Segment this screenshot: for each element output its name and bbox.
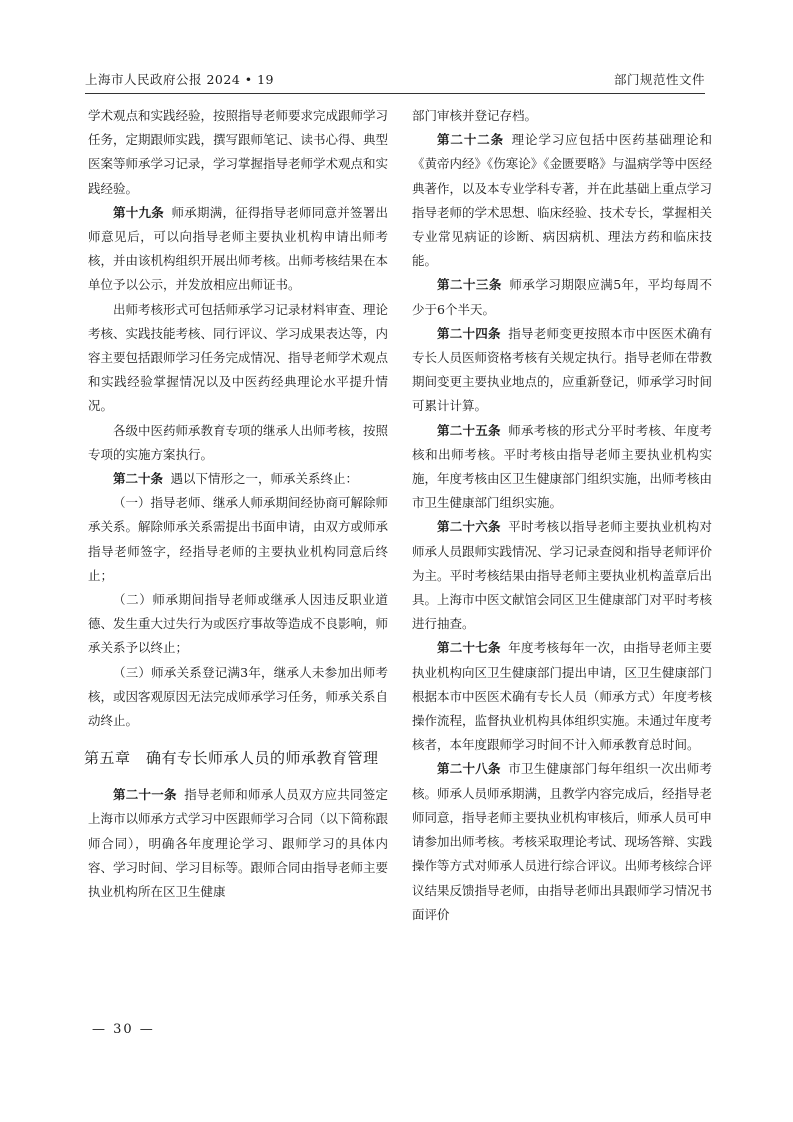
section-title: 部门规范性文件 xyxy=(613,72,705,87)
article-27 xyxy=(412,636,712,757)
article-label: 第二十三条 xyxy=(437,277,502,293)
right-column xyxy=(412,104,712,927)
article-text: 理论学习应包括中医药基础理论和《黄帝内经》《伤寒论》《金匮要略》与温病学等中医经典著作，以及本专业学科专著，并在此基础上重点学习指导老师的学术思想、临床经验、技术专长，掌握相关专业常见病证的诊断、病因病机、理法方药和临床技能。 xyxy=(412,132,713,269)
paragraph: 各级中医药师承教育专项的继承人出师考核，按照专项的实施方案执行。 xyxy=(88,422,389,462)
article-text: 师承考核的形式分平时考核、年度考核和出师考核。平时考核由指导老师主要执业机构实施，年度考核由区卫生健康部门组织实施，出师考核由市卫生健康部门组织实施。 xyxy=(412,422,713,511)
article-21 xyxy=(88,783,388,904)
page-number: — 30 — xyxy=(92,1022,155,1037)
article-label: 第二十五条 xyxy=(437,422,501,438)
article-label: 第二十一条 xyxy=(113,787,177,803)
article-25 xyxy=(412,419,712,516)
article-text: 指导老师变更按照本市中医医术确有专长人员医师资格考核有关规定执行。指导老师在带教期间变更主要执业地点的，应重新登记，师承学习时间可累计计算。 xyxy=(412,325,713,414)
list-item: （三）师承关系登记满3年，继承人未参加出师考核，或因客观原因无法完成师承学习任务，师承关系自动终止。 xyxy=(88,664,389,729)
page-header xyxy=(85,66,705,90)
left-column xyxy=(84,104,389,904)
article-text: 师承期满，征得指导老师同意并签署出师意见后，可以向指导老师主要执业机构申请出师考核，并由该机构组织开展出师考核。出师考核结果在本单位予以公示，并发放相应出师证书。 xyxy=(88,204,389,293)
article-label: 第二十条 xyxy=(113,471,164,487)
article-label: 第二十八条 xyxy=(437,761,501,777)
article-text: 指导老师和师承人员双方应共同签定上海市以师承方式学习中医跟师学习合同（以下简称跟师合同），明确各年度理论学习、跟师学习的具体内容、学习时间、学习目标等。跟师合同由指导老师主要执业机构所在区卫生健康 xyxy=(88,787,389,900)
paragraph: 部门审核并登记存档。 xyxy=(412,108,538,123)
article-19 xyxy=(88,201,388,298)
article-label: 第十九条 xyxy=(113,204,164,220)
list-item: （一）指导老师、继承人师承期间经协商可解除师承关系。解除师承关系需提出书面申请，由双方或师承指导老师签字，经指导老师的主要执业机构同意后终止； xyxy=(88,495,389,583)
article-22 xyxy=(412,128,712,273)
chapter-heading: 第五章 确有专长师承人员的师承教育管理 xyxy=(84,749,379,768)
article-label: 第二十四条 xyxy=(437,325,501,341)
header-divider xyxy=(85,93,705,94)
article-26 xyxy=(412,515,712,636)
list-item: （二）师承期间指导老师或继承人因违反职业道德、发生重大过失行为或医疗事故等造成不良影响，师承关系予以终止； xyxy=(88,592,389,656)
article-text: 平时考核以指导老师主要执业机构对师承人员跟师实践情况、学习记录查阅和指导老师评价为主。平时考核结果由指导老师主要执业机构盖章后出具。上海市中医文献馆会同区卫生健康部门对平时考核进行抽查。 xyxy=(412,519,713,632)
paragraph: 出师考核形式可包括师承学习记录材料审查、理论考核、实践技能考核、同行评议、学习成果表达等，内容主要包括跟师学习任务完成情况、指导老师学术观点和实践经验掌握情况以及中医药经典理论水平提升情况。 xyxy=(88,301,389,414)
article-20 xyxy=(88,467,388,491)
article-text: 市卫生健康部门每年组织一次出师考核。师承人员师承期满，且教学内容完成后，经指导老师同意，指导老师主要执业机构审核后，师承人员可申请参加出师考核。考核采取理论考试、现场答辩、实践操作等方式对师承人员进行综合评议。出师考核综合评议结果反馈指导老师，由指导老师出具跟师学习情况书面评价 xyxy=(412,761,713,922)
article-24 xyxy=(412,322,712,419)
article-label: 第二十七条 xyxy=(437,640,501,656)
article-text: 年度考核每年一次，由指导老师主要执业机构向区卫生健康部门提出申请，区卫生健康部门根据本市中医医术确有专长人员（师承方式）年度考核操作流程，监督执业机构具体组织实施。未通过年度考核者，本年度跟师学习时间不计入师承教育总时间。 xyxy=(412,640,713,753)
article-label: 第二十二条 xyxy=(437,132,505,148)
article-label: 第二十六条 xyxy=(437,519,501,535)
article-text: 遇以下情形之一，师承关系终止： xyxy=(170,471,359,487)
gazette-title: 上海市人民政府公报 2024 • 19 xyxy=(85,72,275,87)
paragraph: 学术观点和实践经验，按照指导老师要求完成跟师学习任务，定期跟师实践，撰写跟师笔记、读书心得、典型医案等师承学习记录，学习掌握指导老师学术观点和实践经验。 xyxy=(88,108,389,196)
article-text: 师承学习期限应满5年，平均每周不少于6个半天。 xyxy=(412,277,712,317)
article-23 xyxy=(412,273,712,321)
article-28 xyxy=(412,757,712,926)
